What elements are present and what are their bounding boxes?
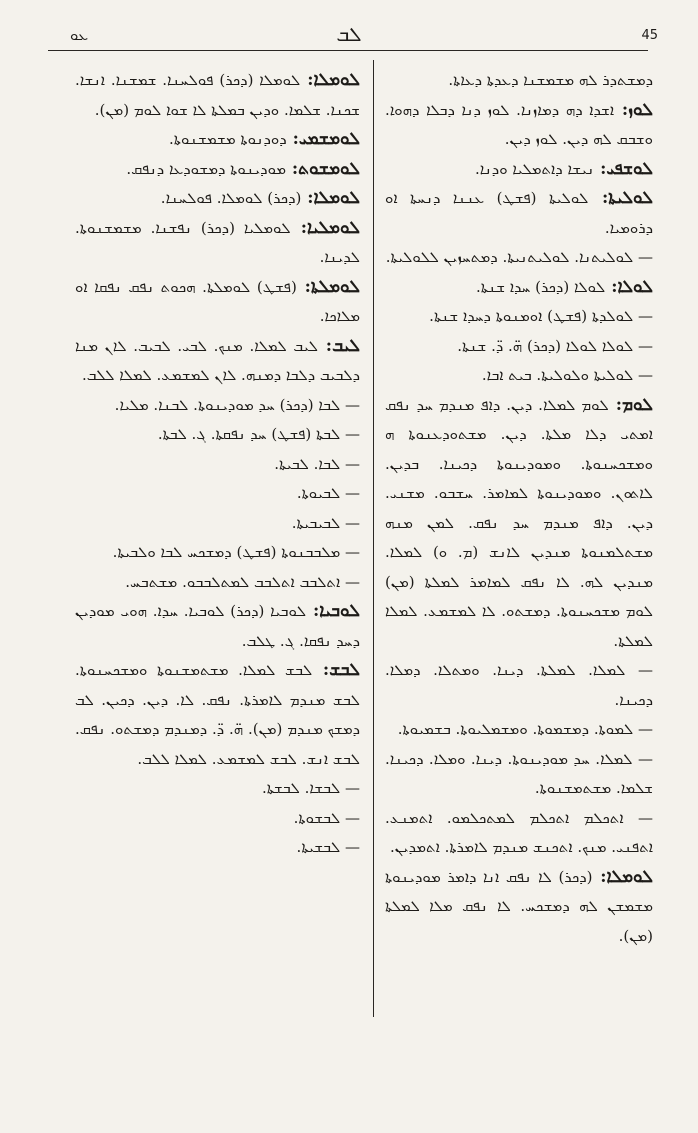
entry-headword: ܠܘܡܠܝܐ: [290,217,360,238]
entry-text: (ܕܟܪ) ܠܐ ܢܦܩ ܐܢܐ ܕܐܡܪ ܡܘܕܝܢܘܬܐ ܡܫܡܫܢ ܠܗ ܕܡܫܟܚ. ܠܐ ܢܦܩ ܡܠܐ ܠܡܠܬܐ (ܡܢ). [385,867,653,945]
entry-headword: ܠܘܡܫܡܝ: [286,129,360,149]
dictionary-entry [385,863,653,952]
entry-text: — ܐܬܠܒܒ ܐܬܠܒܒ ܠܡܬܠܒܒܘ. ܡܫܬܒܚ. [125,572,360,591]
dictionary-entry [75,774,360,804]
entry-text: — ܡܠܒܒܢܘܬܐ (ܦܫܛ) ܕܡܫܟܚ ܠܒܐ ܘܠܒܝܬܐ. [112,543,360,561]
page-header [40,22,658,52]
entry-text: ܢܝܫܐ ܕܐܬܡܠܝܐ ܘܕܢܐ. [475,159,595,178]
dictionary-entry [75,568,360,598]
dictionary-entry [75,479,360,509]
header-rule [48,50,648,51]
entry-text: — ܠܡܠܐ. ܚܕ ܡܘܕܝܢܘܬܐ. ܕܝܢܐ. ܘܡܠܐ. ܕܟܝܢܐ. ܫܠܡܐ. ܡܫܬܡܫܢܘܬܐ. [385,749,653,797]
dictionary-entry [385,361,653,391]
entry-text: ܠܘܡܠܐ (ܕܟܪ) ܦܘܠܚܢܐ. ܫܡܫܢܐ. ܐܢܫܐ. ܫܟܢܐ. ܫܠܡܐ. ܘܕܝܢ ܒܡܠܬܐ ܠܐ ܫܘܐ ܠܘܡ (ܡܢ). [75,71,360,119]
dictionary-entry [75,125,360,155]
entry-headword: ܠܒܫ: [312,660,361,680]
entry-text: — ܠܘܠܝܬܐ ܘܠܘܠܝܬܐ. ܒܝܬ ܐܒܐ. [481,366,653,384]
entry-text: — ܠܒܫܐ. ܠܒܫܬܐ. [261,779,360,797]
entry-text: — ܠܒܐ (ܕܟܪ) ܚܕ ܡܘܕܝܢܘܬܐ. ܠܒܢܐ. ܡܠܝܐ. [114,395,360,414]
dictionary-entry [75,450,360,480]
entry-headword: ܠܘܫܦܝ: [594,158,653,179]
dictionary-entry [385,391,653,657]
dictionary-entry [75,509,360,539]
entry-text: — ܠܡܠܐ. ܠܡܠܬܐ. ܕܝܢܐ. ܘܡܬܠܐ. ܕܡܠܐ. ܕܟܝܢܐ. [385,661,653,709]
entry-headword: ܠܘܠܝܬܐ: [588,188,653,208]
dictionary-entry [75,214,360,273]
entry-text: — ܠܘܠܕܬܐ (ܦܫܛ) ܐܘܡܢܘܬܐ ܕܚܕܐ ܫܢܬܐ. [429,307,653,325]
entry-text: ܕܘܕܢܘܬܐ ܡܫܡܫܢܘܬܐ. [169,130,287,148]
entry-headword: ܠܘܡ: [608,394,653,415]
entry-headword: ܠܘܡܠܐ: [592,866,653,887]
entry-headword: ܠܝܒ: [317,335,360,356]
entry-text: ܠܒܫ ܠܡܠܐ. ܡܫܬܡܫܢܘܬܐ ܘܡܫܟܚܢܘܬܐ. ܠܒܫ ܡܢܕܡ ܠܐܡܪܬܐ. ܢܦܩ. ܠܐ. ܕܝܢ. ܕܟܝܢ. ܠܒ ܕܡܫܟ ܡܢܕܡ (ܡܢ). ܗ̈. ܕ̈. ܕܡܢܕܡ ܕܡܫܬܘ. ܢܦܩ. ܠܒܫ ܐܢܫ. ܠܒܫ ܠܡܫܡܥ. ܠܡܠܐ ܠܠܒ. [75,661,360,768]
dictionary-entry [385,243,653,273]
dictionary-entry [75,656,360,774]
entry-text: — ܐܬܟܠܡ ܐܬܟܠܡ ܠܡܬܟܠܡܘ. ܐܬܡܢܥ. ܐܬܦܢܝ. ܡܢܟ. ܐܬܟܢܫ ܡܢܕܡ ܠܐܡܪܬܐ. ܐܬܡܕܝܢ. [385,808,653,856]
dictionary-entry [75,833,360,863]
dictionary-entry [385,656,653,715]
entry-text: ܠܘܠܐ (ܕܟܪ) ܚܕܐ ܫܢܬܐ. [475,277,606,296]
dictionary-entry [385,66,653,96]
dictionary-entry [75,184,360,214]
entry-text: — ܠܒܫܝܬܐ. [296,838,360,856]
page-number: 45 [641,28,658,43]
entry-headword: ܠܘܡܫܘܬ: [285,158,360,179]
entry-text: — ܠܒܝܘܬܐ. [296,484,360,502]
column-divider [373,60,374,1017]
dictionary-entry [75,420,360,450]
entry-text: — ܠܘܠܝܬܢܐ. ܠܘܠܝܬܢܝܬܐ. ܕܡܬܚܙܝܢ ܠܠܘܠܝܬܐ. [385,248,653,266]
entry-text: ܕܡܫܬܕܪ ܠܗ ܡܫܡܫܢܐ ܕܥܕܬܐ ܕܥܐܬܐ. [448,71,653,89]
dictionary-entry [385,155,653,185]
entry-text: — ܠܒܝܒܝܬܐ. [291,513,360,532]
entry-text: ܠܘܒܝܐ (ܕܟܪ) ܠܘܒܝܐ. ܚܕܐ. ܗܘܝ ܡܘܕܝܢ ܕܚܕ ܢܦܩܐ. ܓ. ܛܠܒ. [75,602,360,650]
dictionary-entry [385,804,653,863]
entry-text: ܠܝܒ ܠܡܠܐ. ܡܢܟ. ܠܒܝ. ܠܒܝܒ. ܠܐܢ ܡܢܐ ܕܠܒܝܒ ܕܠܒܐ ܕܡܢܗ. ܠܐܢ ܠܡܫܡܥ. ܠܡܠܐ ܠܠܒ. [75,336,360,384]
dictionary-entry [75,332,360,391]
entry-text: ܠܘܡ ܠܡܠܐ. ܕܝܢ. ܕܐܦ ܡܢܕܡ ܚܕ ܢܦܩ ܐܡܬܝ ܕܠܐ ܡܠܬܐ. ܕܝܢ. ܡܫܬܘܕܥܢܘܬܐ ܗ ܘܡܫܟܚܢܘܬܐ. ܘܡܘܕܝܢܘܬܐ ܕܟܝܢܐ. ܒܕܝܢ. ܠܐܬܘܢ. ܘܡܘܕܝܢܘܬܐ ܠܡܐܡܪ. ܚܫܒܘ. ܡܫܢܝ. ܕܝܢ. ܕܐܦ ܡܢܕܡ ܚܕ ܢܦܩ. ܠܡܢ ܡܢܗ ܡܫܬܠܡܢܘܬܐ ܡܢܕܝܢ ܠܐܢܫ (ܡ. ܘ) ܠܡܠܐ. ܡܢܕܝܢ ܠܗ. ܠܐ ܢܦܩ ܠܡܐܡܪ ܠܡܠܬܐ (ܡܢ) ܠܘܡ ܡܫܟܚܢܘܬܐ. ܕܡܫܬܘ. ܠܐ ܠܡܫܡܥ. ܠܡܠܐ ܠܡܠܬܐ. [385,395,653,650]
entry-text: — ܠܒܫܘܬܐ. [293,808,360,827]
entry-text: (ܕܟܪ) ܠܘܡܠܐ. ܦܘܠܚܢܐ. [160,189,302,207]
entry-text: — ܠܡܘܬܐ. ܕܡܫܡܘܬܐ. ܘܡܫܡܠܝܘܬܐ. ܒܫܡܝܘܬܐ. [397,720,653,738]
entry-text: ܠܘܠܝܬܐ (ܦܫܛ) ܥܢܢܐ ܕܢܚܬܐ ܐܘ ܕܪܘܡܝܐ. [385,189,653,237]
left-column [75,66,360,863]
entry-text: — ܠܒܐ. ܠܒܝܬܐ. [274,454,360,473]
dictionary-entry [385,715,653,745]
entry-text: — ܠܒܬܐ (ܦܫܛ) ܚܕ ܢܦܩܬܐ. ܓ. ܠܒܬܐ. [157,425,360,443]
running-head: ܠܒ [336,22,362,46]
dictionary-entry [75,155,360,185]
entry-text: ܠܘܡܠܝܐ (ܕܟܪ) ܢܦܫܢܐ. ܡܫܡܫܢܘܬܐ. ܠܕܝܢܐ. [75,218,360,266]
dictionary-entry [385,332,653,362]
header-left-mark: ܥܘ [70,26,89,44]
dictionary-entry [385,184,653,243]
entry-headword: ܠܘܡܠܐ: [301,188,360,208]
entry-headword: ܠܘܡܠܐ: [300,70,360,90]
dictionary-entry [385,745,653,804]
dictionary-entry [75,597,360,656]
entry-headword: ܠܘܙ: [614,99,653,120]
dictionary-entry [75,538,360,568]
right-column [385,66,653,951]
dictionary-entry [385,96,653,155]
dictionary-entry [75,66,360,125]
entry-text: — ܠܘܠܐ ܠܘܠܐ (ܕܟܪ) ܗ̈. ܕ̈. ܫܢܬܐ. [457,336,653,355]
dictionary-entry [75,273,360,332]
entry-text: ܐܫܕܐ ܕܗ ܕܡܐܙܢܐ. ܠܘܙ ܕܢܐ ܕܒܠܐ ܕܗܘܐ. ܘܫܒܩ ܠܗ ܕܝܢ. ܠܘܙ ܕܝܢ. [385,100,653,148]
dictionary-entry [75,391,360,421]
entry-headword: ܠܘܡܠܬܐ: [296,276,360,297]
entry-text: ܡܘܕܝܢܘܬܐ ܕܡܫܘܕܥܐ ܕܢܦܩ. [126,159,286,178]
entry-headword: ܠܘܠܐ: [605,276,653,297]
dictionary-entry [385,273,653,303]
dictionary-entry [385,302,653,332]
entry-headword: ܠܘܒܝܐ: [306,601,360,621]
dictionary-entry [75,804,360,834]
entry-text: (ܦܫܛ) ܠܘܡܠܬܐ. ܗܟܘܬ ܢܦܩ ܢܦܩܐ ܐܘ ܡܠܐܟܐ. [75,277,360,325]
